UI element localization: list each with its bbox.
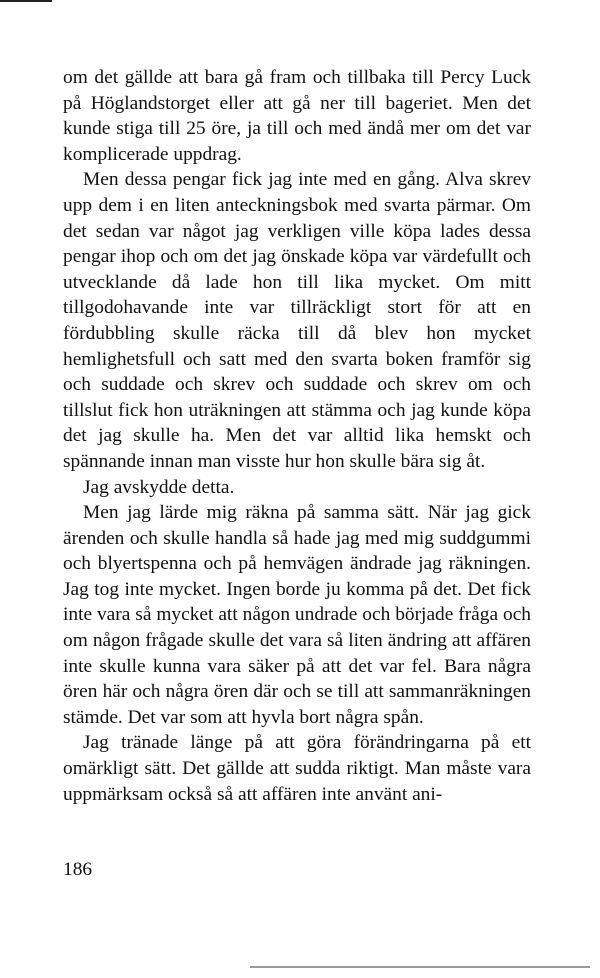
paragraph-continuation: om det gällde att bara gå fram och tillbaka till Percy Luck på Höglandstorget eller att gå ner till bageriet. Men det kunde stiga till 25 öre, ja till och med ändå mer om det var komplicerade uppdrag. (63, 67, 531, 165)
scan-edge-mark-top (0, 0, 52, 2)
paragraph-practice: Jag tränade länge på att göra förändringarna på ett omärkligt sätt. Det gällde att sudda riktigt. Man måste vara uppmärksam också så att affären inte använt ani- (63, 732, 531, 805)
paragraph-disliked: Jag avskydde detta. (83, 476, 235, 498)
paragraph-savings-book: Men dessa pengar fick jag inte med en gång. Alva skrev upp dem i en liten anteckningsbok med svarta pärmar. Om det sedan var något jag verkligen ville köpa lades dessa pengar ihop och om det jag önskade köpa var värdefullt och utvecklande då lade hon till lika mycket. Om mitt tillgodohavande inte var tillräckligt stort för att en fördubbling skulle räcka till då blev hon mycket hemlighetsfull och satt med den svarta boken framför sig och suddade och skrev och suddade och skrev om och tillslut fick hon uträkningen att stämma och jag kunde köpa det jag skulle ha. Men det var alltid lika hemskt och spännande innan man visste hur hon skulle bära sig åt. (63, 169, 531, 472)
paragraph-counting: Men jag lärde mig räkna på samma sätt. När jag gick ärenden och skulle handla så hade jag med mig suddgummi och blyertspenna och på hemvägen ändrade jag räkningen. Jag tog inte mycket. Ingen borde ju komma på det. Det fick inte vara så mycket att någon undrade och började fråga och om någon frågade skulle det vara så liten ändring att affären inte skulle kunna vara säker på att det var fel. Bara några ören här och några ören där och se till att sammanräkningen stämde. Det var som att hyvla bort några spån. (63, 502, 531, 728)
scan-edge-mark-bottom (250, 966, 590, 968)
body-text (63, 65, 531, 807)
page-number: 186 (63, 859, 93, 880)
